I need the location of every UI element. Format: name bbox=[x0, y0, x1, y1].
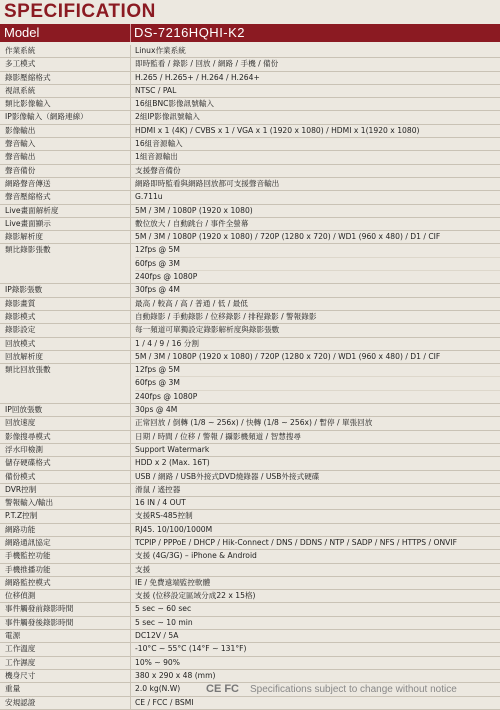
spec-label: 回放解析度 bbox=[5, 351, 43, 361]
spec-row bbox=[0, 205, 500, 218]
spec-values bbox=[130, 417, 500, 429]
spec-value: 380 x 290 x 48 (mm) bbox=[135, 670, 216, 680]
spec-label: 網路功能 bbox=[5, 524, 36, 534]
spec-label: 網路聲音傳送 bbox=[5, 178, 51, 188]
spec-label: IP影像輸入（網路連線） bbox=[5, 112, 88, 122]
spec-values bbox=[130, 524, 500, 536]
model-header bbox=[0, 24, 500, 42]
spec-title: SPECIFICATION bbox=[4, 1, 156, 22]
spec-label: 網路監控模式 bbox=[5, 577, 51, 587]
spec-value: 支援 (4G/3G) – iPhone & Android bbox=[135, 551, 257, 561]
spec-values bbox=[130, 431, 500, 443]
spec-row bbox=[0, 537, 500, 550]
spec-value: DC12V / 5A bbox=[135, 631, 179, 641]
spec-value: IE / 免費遠端監控軟體 bbox=[135, 577, 211, 587]
spec-row bbox=[0, 404, 500, 417]
spec-values bbox=[130, 244, 500, 283]
spec-value: 5M / 3M / 1080P (1920 x 1080) bbox=[135, 205, 253, 215]
spec-row bbox=[0, 151, 500, 164]
spec-values bbox=[130, 564, 500, 576]
spec-label: 位移偵測 bbox=[5, 591, 36, 601]
spec-values bbox=[130, 111, 500, 123]
spec-value: 10% ~ 90% bbox=[135, 657, 180, 667]
spec-value: 16組BNC影像訊號輸入 bbox=[135, 99, 215, 109]
spec-row bbox=[0, 311, 500, 324]
spec-value: 自動錄影 / 手動錄影 / 位移錄影 / 排程錄影 / 警報錄影 bbox=[135, 311, 317, 321]
spec-values bbox=[130, 590, 500, 602]
spec-label: 浮水印檢測 bbox=[5, 444, 43, 454]
spec-values bbox=[130, 324, 500, 336]
spec-row bbox=[0, 338, 500, 351]
spec-value: 5 sec ~ 60 sec bbox=[135, 604, 192, 614]
spec-values bbox=[130, 98, 500, 110]
spec-value: 240fps @ 1080P bbox=[135, 270, 500, 283]
spec-label: 安規認證 bbox=[5, 697, 36, 707]
spec-label: 類比錄影張數 bbox=[5, 245, 51, 255]
spec-values bbox=[130, 603, 500, 615]
spec-label: 儲存硬碟格式 bbox=[5, 458, 51, 468]
spec-label: 錄影設定 bbox=[5, 325, 36, 335]
spec-row bbox=[0, 165, 500, 178]
spec-value: 支援 (位移設定區域分成22 x 15格) bbox=[135, 591, 256, 601]
spec-label: 手機監控功能 bbox=[5, 551, 51, 561]
spec-row bbox=[0, 324, 500, 337]
spec-value: 支援聲音備份 bbox=[135, 165, 181, 175]
spec-label: P.T.Z控制 bbox=[5, 511, 38, 521]
spec-value: 16 IN / 4 OUT bbox=[135, 498, 186, 508]
spec-value: 12fps @ 5M bbox=[135, 365, 180, 375]
spec-row bbox=[0, 138, 500, 151]
spec-value: 60fps @ 3M bbox=[135, 376, 500, 389]
spec-row bbox=[0, 550, 500, 563]
spec-value: 數位放大 / 自動跳台 / 事件全螢幕 bbox=[135, 218, 249, 228]
spec-value: 1組音源輸出 bbox=[135, 152, 178, 162]
spec-label: 工作溫度 bbox=[5, 644, 36, 654]
spec-value: HDMI x 1 (4K) / CVBS x 1 / VGA x 1 (1920 x 1080) / HDMI x 1(1920 x 1080) bbox=[135, 125, 420, 135]
spec-row bbox=[0, 444, 500, 457]
spec-values bbox=[130, 298, 500, 310]
spec-label: 聲音輸出 bbox=[5, 152, 36, 162]
spec-value: H.265 / H.265+ / H.264 / H.264+ bbox=[135, 72, 260, 82]
spec-value: 每一頻道可單獨設定錄影解析度與錄影張數 bbox=[135, 325, 280, 335]
spec-row bbox=[0, 577, 500, 590]
spec-row bbox=[0, 431, 500, 444]
spec-row bbox=[0, 364, 500, 404]
spec-values bbox=[130, 643, 500, 655]
certification-marks: CE FC bbox=[206, 683, 239, 695]
model-label: Model bbox=[4, 25, 40, 40]
footer bbox=[0, 680, 500, 700]
spec-label: Live畫面解析度 bbox=[5, 205, 59, 215]
spec-label: Live畫面顯示 bbox=[5, 218, 51, 228]
spec-value: -10°C ~ 55°C (14°F ~ 131°F) bbox=[135, 644, 247, 654]
spec-row bbox=[0, 630, 500, 643]
spec-values bbox=[130, 617, 500, 629]
spec-label: 回放模式 bbox=[5, 338, 36, 348]
spec-values bbox=[130, 351, 500, 363]
spec-label: 錄影壓縮格式 bbox=[5, 72, 51, 82]
header-divider bbox=[130, 24, 131, 42]
spec-label: 網路通訊協定 bbox=[5, 537, 51, 547]
spec-row bbox=[0, 178, 500, 191]
spec-value: 網路即時監看與網路回放都可支援聲音輸出 bbox=[135, 178, 280, 188]
spec-row bbox=[0, 617, 500, 630]
spec-row bbox=[0, 98, 500, 111]
spec-values bbox=[130, 338, 500, 350]
spec-values bbox=[130, 510, 500, 522]
spec-value: 12fps @ 5M bbox=[135, 245, 180, 255]
spec-row bbox=[0, 471, 500, 484]
spec-value: CE / FCC / BSMI bbox=[135, 697, 194, 707]
spec-label: 備份模式 bbox=[5, 471, 36, 481]
spec-label: DVR控制 bbox=[5, 484, 37, 494]
spec-row bbox=[0, 351, 500, 364]
spec-label: 影像輸出 bbox=[5, 125, 36, 135]
spec-values bbox=[130, 72, 500, 84]
spec-value: 支援RS-485控制 bbox=[135, 511, 193, 521]
spec-values bbox=[130, 444, 500, 456]
spec-row bbox=[0, 191, 500, 204]
spec-row bbox=[0, 524, 500, 537]
spec-values bbox=[130, 311, 500, 323]
spec-label: 事件觸發前錄影時間 bbox=[5, 604, 74, 614]
spec-row bbox=[0, 231, 500, 244]
spec-label: 電源 bbox=[5, 631, 21, 641]
spec-value: RJ45. 10/100/1000M bbox=[135, 524, 213, 534]
footer-note: Specifications subject to change without notice bbox=[250, 684, 457, 695]
spec-label: 機身尺寸 bbox=[5, 670, 36, 680]
spec-values bbox=[130, 364, 500, 403]
spec-row bbox=[0, 590, 500, 603]
spec-value: 30ps @ 4M bbox=[135, 405, 178, 415]
spec-label: 錄影畫質 bbox=[5, 298, 36, 308]
spec-row bbox=[0, 125, 500, 138]
spec-value: 5M / 3M / 1080P (1920 x 1080) / 720P (1280 x 720) / WD1 (960 x 480) / D1 / CIF bbox=[135, 232, 441, 242]
spec-values bbox=[130, 138, 500, 150]
spec-row bbox=[0, 417, 500, 430]
spec-label: 錄影解析度 bbox=[5, 232, 43, 242]
spec-row bbox=[0, 510, 500, 523]
spec-value: HDD x 2 (Max. 16T) bbox=[135, 458, 210, 468]
spec-value: 即時監看 / 錄影 / 回放 / 網路 / 手機 / 備份 bbox=[135, 59, 279, 69]
spec-table bbox=[0, 45, 500, 710]
spec-values bbox=[130, 178, 500, 190]
spec-row bbox=[0, 284, 500, 297]
spec-value: 1 / 4 / 9 / 16 分割 bbox=[135, 338, 199, 348]
spec-values bbox=[130, 151, 500, 163]
spec-values bbox=[130, 457, 500, 469]
spec-label: 錄影模式 bbox=[5, 311, 36, 321]
spec-value: 滑鼠 / 遙控器 bbox=[135, 484, 181, 494]
spec-value: 支援 bbox=[135, 564, 151, 574]
spec-row bbox=[0, 72, 500, 85]
spec-label: 多工模式 bbox=[5, 59, 36, 69]
spec-value: 最高 / 較高 / 高 / 普通 / 低 / 最低 bbox=[135, 298, 248, 308]
spec-values bbox=[130, 550, 500, 562]
spec-values bbox=[130, 218, 500, 230]
spec-label: 工作濕度 bbox=[5, 657, 36, 667]
spec-label: IP回放張數 bbox=[5, 405, 43, 415]
spec-value: USB / 網路 / USB外接式DVD燒錄器 / USB外接式硬碟 bbox=[135, 471, 320, 481]
spec-label: 類比回放張數 bbox=[5, 365, 51, 375]
spec-value: TCPIP / PPPoE / DHCP / Hik-Connect / DNS / DDNS / NTP / SADP / NFS / HTTPS / ONVIF bbox=[135, 537, 457, 547]
spec-values bbox=[130, 657, 500, 669]
spec-value: Support Watermark bbox=[135, 444, 210, 454]
spec-values bbox=[130, 284, 500, 296]
spec-row bbox=[0, 603, 500, 616]
spec-row bbox=[0, 457, 500, 470]
spec-label: 警報輸入/輸出 bbox=[5, 498, 54, 508]
spec-label: 作業系統 bbox=[5, 46, 36, 55]
spec-value: 60fps @ 3M bbox=[135, 257, 500, 270]
spec-values bbox=[130, 577, 500, 589]
spec-value: 5M / 3M / 1080P (1920 x 1080) / 720P (1280 x 720) / WD1 (960 x 480) / D1 / CIF bbox=[135, 351, 441, 361]
spec-row bbox=[0, 657, 500, 670]
model-value: DS-7216HQHI-K2 bbox=[134, 25, 246, 40]
spec-row bbox=[0, 45, 500, 58]
spec-label: 影像搜尋模式 bbox=[5, 431, 51, 441]
spec-value: 正常回放 / 倒轉 (1/8 ~ 256x) / 快轉 (1/8 ~ 256x) / 暫停 / 單張回放 bbox=[135, 418, 373, 428]
spec-row bbox=[0, 244, 500, 284]
spec-values bbox=[130, 125, 500, 137]
spec-values bbox=[130, 497, 500, 509]
spec-row bbox=[0, 643, 500, 656]
spec-row bbox=[0, 497, 500, 510]
spec-values bbox=[130, 191, 500, 203]
spec-row bbox=[0, 85, 500, 98]
spec-value: NTSC / PAL bbox=[135, 85, 177, 95]
spec-value: G.711u bbox=[135, 192, 163, 202]
spec-value: 2組IP影像訊號輸入 bbox=[135, 112, 200, 122]
spec-row bbox=[0, 484, 500, 497]
spec-label: 回放速度 bbox=[5, 418, 36, 428]
spec-value: 5 sec ~ 10 min bbox=[135, 617, 193, 627]
spec-row bbox=[0, 298, 500, 311]
spec-row bbox=[0, 564, 500, 577]
spec-value: 30fps @ 4M bbox=[135, 285, 180, 295]
spec-values bbox=[130, 205, 500, 217]
spec-label: 聲音輸入 bbox=[5, 139, 36, 149]
spec-values bbox=[130, 165, 500, 177]
spec-row bbox=[0, 111, 500, 124]
spec-label: 視訊系統 bbox=[5, 85, 36, 95]
spec-label: 聲音壓縮格式 bbox=[5, 192, 51, 202]
spec-label: 類比影像輸入 bbox=[5, 99, 51, 109]
spec-row bbox=[0, 58, 500, 71]
spec-value: 日期 / 時間 / 位移 / 警報 / 攝影機頻道 / 智慧搜尋 bbox=[135, 431, 302, 441]
spec-values bbox=[130, 45, 500, 57]
spec-label: 重量 bbox=[5, 684, 21, 694]
spec-label: IP錄影張數 bbox=[5, 285, 43, 295]
spec-values bbox=[130, 484, 500, 496]
spec-values bbox=[130, 404, 500, 416]
spec-values bbox=[130, 85, 500, 97]
spec-label: 事件觸發後錄影時間 bbox=[5, 617, 74, 627]
spec-values bbox=[130, 58, 500, 70]
spec-values bbox=[130, 630, 500, 642]
spec-value: Linux作業系統 bbox=[135, 46, 186, 55]
spec-row bbox=[0, 218, 500, 231]
spec-values bbox=[130, 471, 500, 483]
spec-value: 16組音源輸入 bbox=[135, 139, 183, 149]
spec-values bbox=[130, 537, 500, 549]
spec-values bbox=[130, 231, 500, 243]
spec-label: 手機推播功能 bbox=[5, 564, 51, 574]
spec-value: 2.0 kg(N.W) bbox=[135, 684, 181, 694]
spec-label: 聲音備份 bbox=[5, 165, 36, 175]
spec-value: 240fps @ 1080P bbox=[135, 390, 500, 403]
